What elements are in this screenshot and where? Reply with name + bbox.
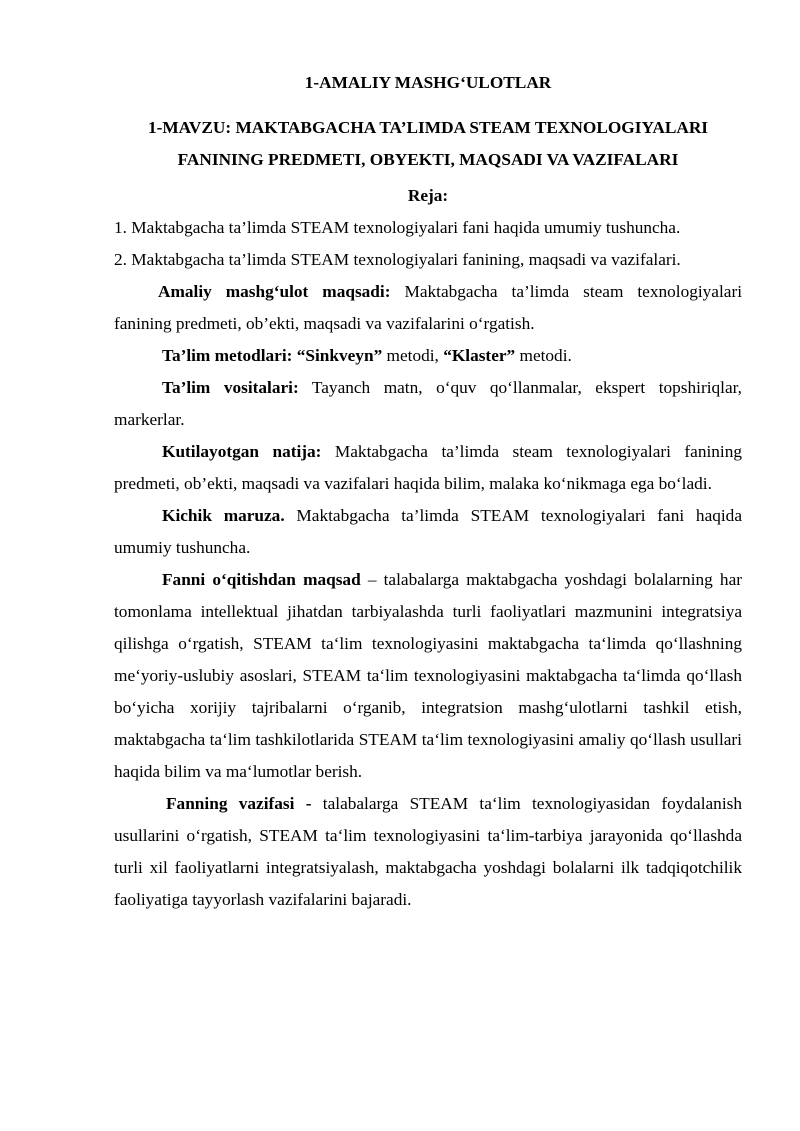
- task-paragraph: [114, 788, 742, 916]
- task-label: Fanning vazifasi -: [166, 794, 312, 813]
- goal-text: Maktabgacha ta’limda steam texnologiyalari fanining predmeti, ob’ekti, maqsadi va vazifalarini o‘rgatish.: [114, 282, 742, 333]
- method-klaster-text: metodi.: [515, 346, 572, 365]
- method-klaster: “Klaster”: [443, 346, 516, 365]
- tools-paragraph: [114, 372, 742, 436]
- result-paragraph: [114, 436, 742, 500]
- method-sinkveyn-text: metodi,: [382, 346, 444, 365]
- tools-label: Ta’lim vositalari:: [162, 378, 299, 397]
- purpose-paragraph: [114, 564, 742, 788]
- lecture-text: Maktabgacha ta’limda STEAM texnologiyalari fani haqida umumiy tushuncha.: [114, 506, 742, 557]
- lecture-label: Kichik maruza.: [162, 506, 285, 525]
- purpose-label: Fanni o‘qitishdan maqsad: [162, 570, 361, 589]
- goal-label: Amaliy mashg‘ulot maqsadi:: [158, 282, 391, 301]
- plan-heading: Reja:: [407, 186, 449, 205]
- task-text: talabalarga STEAM ta‘lim texnologiyasidan foydalanish usullarini o‘rgatish, STEAM ta‘lim texnologiyasini ta‘lim-tarbiya jarayonida qo‘llashda turli xil faoliyatlarni integratsiyalash, maktabgacha yoshdagi bolalarni ilk tadqiqotchilik faoliyatiga tayyorlash vazifalarini bajaradi.: [114, 794, 742, 909]
- page-title: 1-AMALIY MASHG‘ULOTLAR: [304, 73, 552, 92]
- goal-paragraph: [114, 276, 742, 340]
- result-label: Kutilayotgan natija:: [162, 442, 322, 461]
- purpose-text: – talabalarga maktabgacha yoshdagi bolalarning har tomonlama intellektual jihatdan tarbiyalashda turli faoliyatlari mazmunini integratsiya qilishga o‘rgatish, STEAM ta‘lim texnologiyasini maktabgacha ta‘limda qo‘llashning me‘yoriy-uslubiy asoslari, STEAM ta‘lim texnologiyasini maktabgacha ta‘limda qo‘llash bo‘yicha xorijiy tajribalarni o‘rganib, integratsion mashg‘ulotlarni tashkil etish, maktabgacha ta‘lim tashkilotlarida STEAM ta‘lim texnologiyasini amaliy qo‘llash usullari haqida bilim va ma‘lumotlar berish.: [114, 570, 742, 781]
- method-sinkveyn: “Sinkveyn”: [292, 346, 383, 365]
- document-page: [114, 72, 742, 916]
- lecture-paragraph: [114, 500, 742, 564]
- methods-label: Ta’lim metodlari:: [162, 346, 293, 365]
- topic-heading: 1-MAVZU: MAKTABGACHA TA’LIMDA STEAM TEXNOLOGIYALARI FANINING PREDMETI, OBYEKTI, MAQSADI VA VAZIFALARI: [147, 118, 709, 169]
- result-text: Maktabgacha ta’limda steam texnologiyalari fanining predmeti, ob’ekti, maqsadi va vazifalari haqida bilim, malaka ko‘nikmaga ega bo‘ladi.: [114, 442, 742, 493]
- plan-item-2: 2. Maktabgacha ta’limda STEAM texnologiyalari fanining, maqsadi va vazifalari.: [114, 250, 681, 269]
- tools-text: Tayanch matn, o‘quv qo‘llanmalar, ekspert topshiriqlar, markerlar.: [114, 378, 743, 429]
- plan-item-1: 1. Maktabgacha ta’limda STEAM texnologiyalari fani haqida umumiy tushuncha.: [114, 218, 681, 237]
- methods-paragraph: [114, 340, 742, 372]
